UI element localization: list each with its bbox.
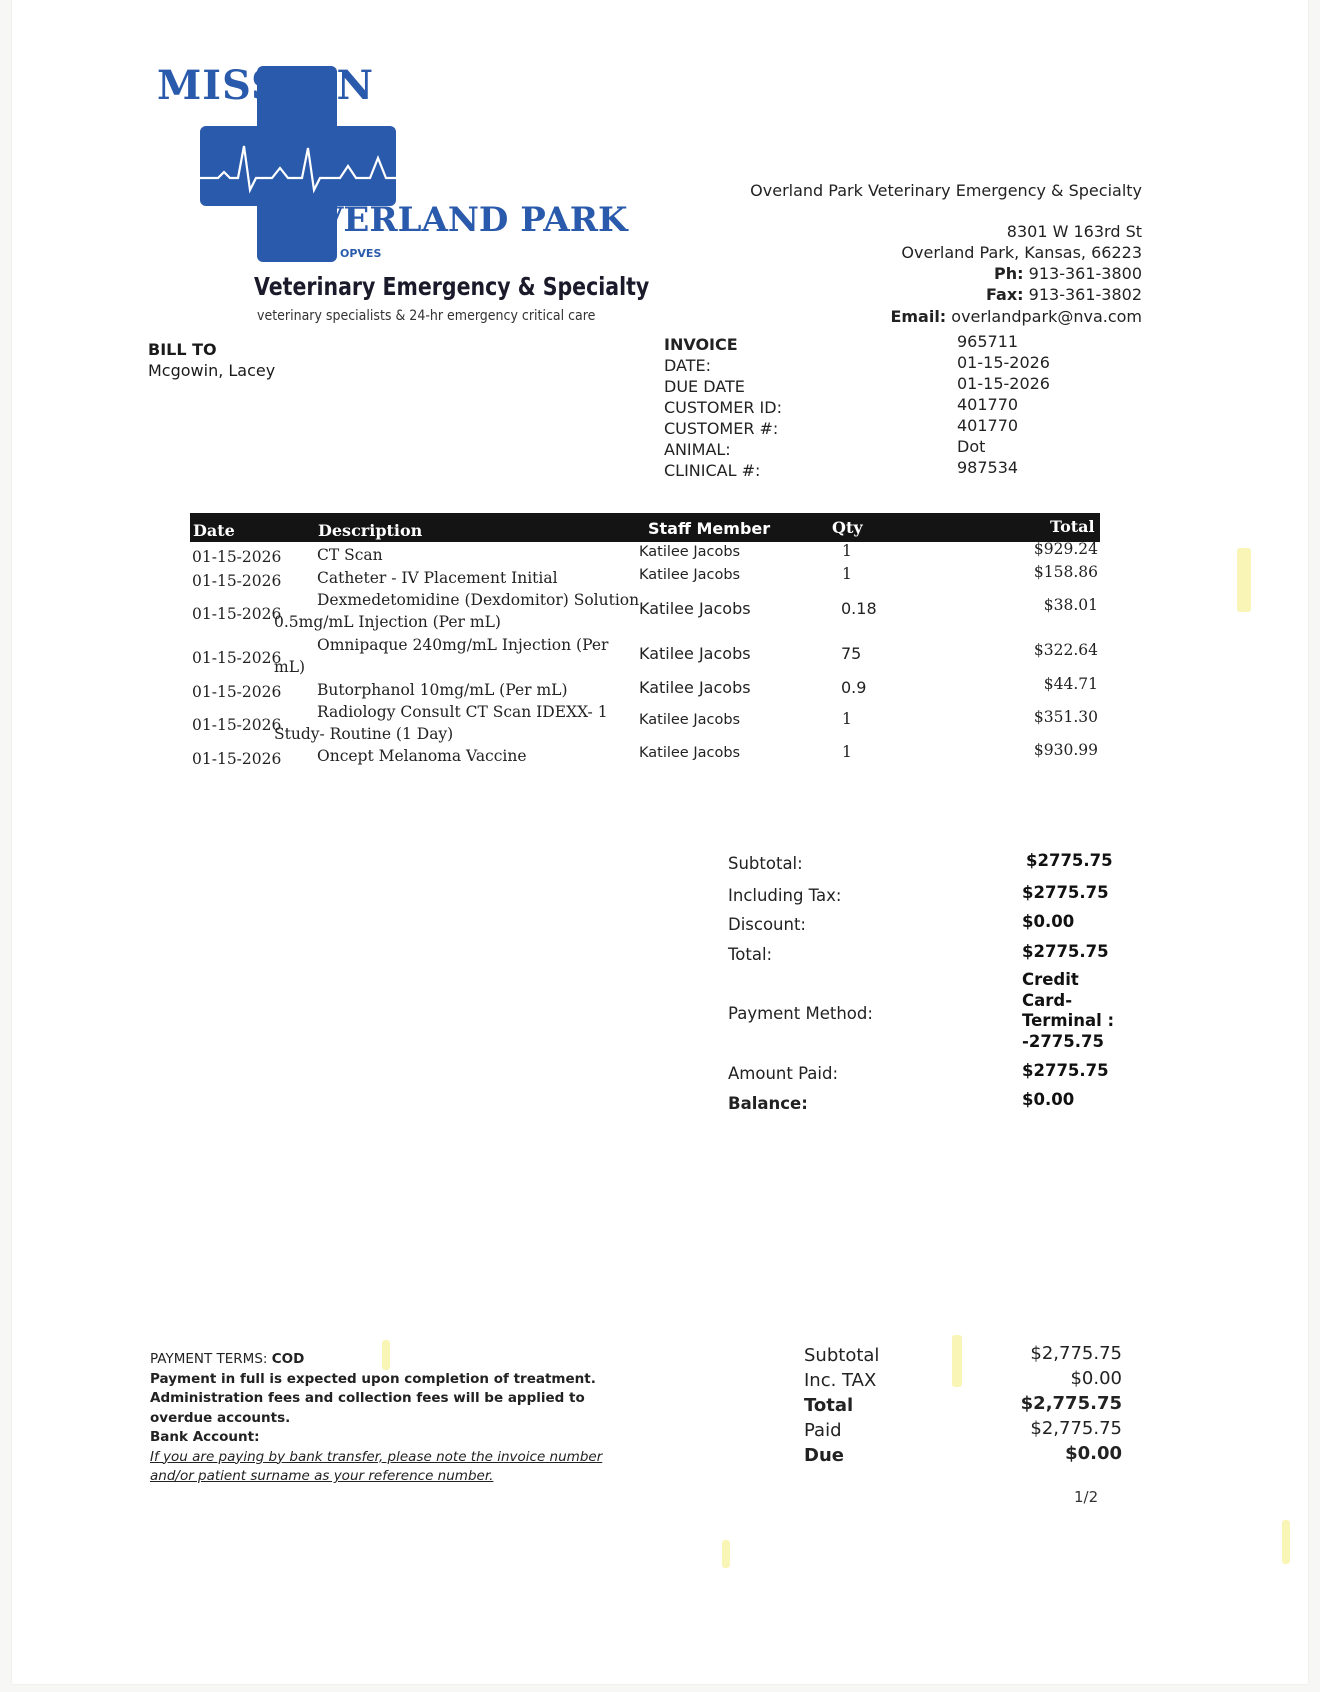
due-date: 01-15-2026 [957, 374, 1050, 393]
bank-transfer-note-2: and/or patient surname as your reference number. [150, 1468, 494, 1484]
total-label: Total: [728, 945, 773, 964]
balance-label: Balance: [728, 1094, 808, 1113]
bill-to-name: Mcgowin, Lacey [148, 361, 276, 380]
scan-speck [952, 1335, 962, 1387]
clinic-name: Overland Park Veterinary Emergency & Specialty [750, 181, 1142, 200]
row-description: Radiology Consult CT Scan IDEXX- 1 [317, 703, 608, 721]
payment-terms-value: COD [271, 1351, 305, 1367]
footer-subtotal-value: $2,775.75 [1030, 1343, 1122, 1364]
header-date: Date [193, 521, 235, 540]
invoice-date-label: DATE: [664, 356, 712, 375]
clinic-fax: Fax: 913-361-3802 [986, 285, 1142, 304]
logo-mves-text: MVES [224, 107, 256, 120]
invoice-page [12, 0, 1308, 1684]
row-qty: 1 [842, 743, 852, 761]
terms-line-3: overdue accounts. [150, 1409, 291, 1426]
row-total: $930.99 [1033, 741, 1098, 759]
invoice-number: 965711 [957, 332, 1019, 351]
row-date: 01-15-2026 [192, 683, 282, 701]
clinic-address-line1: 8301 W 163rd St [1006, 222, 1142, 241]
row-description: Oncept Melanoma Vaccine [317, 747, 527, 765]
footer-paid-label: Paid [804, 1420, 842, 1441]
customer-id-label: CUSTOMER ID: [664, 398, 782, 417]
footer-tax-value: $0.00 [1070, 1368, 1122, 1389]
row-date: 01-15-2026 [192, 572, 282, 590]
ecg-wave-icon [200, 138, 396, 198]
terms-line-2: Administration fees and collection fees will be applied to [150, 1390, 585, 1406]
row-staff: Katilee Jacobs [639, 567, 741, 583]
amount-paid-label: Amount Paid: [728, 1064, 839, 1083]
row-date: 01-15-2026 [192, 548, 282, 566]
including-tax-label: Including Tax: [728, 886, 842, 905]
including-tax-value: $2775.75 [1022, 883, 1109, 902]
row-description: Omnipaque 240mg/mL Injection (Per [317, 636, 609, 654]
row-qty: 1 [842, 542, 852, 560]
payment-terms [150, 1350, 610, 1487]
animal-label: ANIMAL: [664, 440, 731, 459]
row-total: $38.01 [1043, 596, 1098, 614]
row-total: $44.71 [1043, 675, 1098, 693]
subtotal-value: $2775.75 [1026, 851, 1113, 870]
row-qty: 1 [842, 565, 852, 583]
header-staff-member: Staff Member [648, 519, 771, 538]
row-date: 01-15-2026 [192, 716, 282, 734]
row-staff: Katilee Jacobs [639, 644, 751, 663]
row-staff: Katilee Jacobs [639, 544, 741, 560]
row-qty: 1 [842, 710, 852, 728]
row-date: 01-15-2026 [192, 750, 282, 768]
row-description: Dexmedetomidine (Dexdomitor) Solution [317, 591, 640, 609]
header-total: Total [1050, 517, 1095, 536]
scan-speck [382, 1340, 390, 1370]
row-total: $322.64 [1033, 641, 1098, 659]
logo-mission-text: MISSION [157, 62, 374, 109]
row-total: $929.24 [1033, 540, 1098, 558]
row-description: Butorphanol 10mg/mL (Per mL) [317, 681, 568, 699]
row-qty: 0.9 [841, 678, 867, 697]
discount-label: Discount: [728, 915, 806, 934]
due-date-label: DUE DATE [664, 377, 745, 396]
discount-value: $0.00 [1022, 912, 1075, 931]
footer-due-value: $0.00 [1065, 1443, 1122, 1464]
invoice-label: INVOICE [664, 335, 738, 354]
payment-method-value: Credit Card- Terminal : -2775.75 [1022, 970, 1115, 1051]
animal-name: Dot [957, 437, 986, 456]
row-description-cont: Study- Routine (1 Day) [274, 725, 454, 743]
header-qty: Qty [832, 518, 863, 537]
row-staff: Katilee Jacobs [639, 678, 751, 697]
row-qty: 0.18 [841, 599, 877, 618]
customer-number-label: CUSTOMER #: [664, 419, 779, 438]
payment-method-label: Payment Method: [728, 1004, 873, 1023]
clinic-phone: Ph: 913-361-3800 [994, 264, 1142, 283]
footer-due-label: Due [804, 1445, 844, 1466]
clinical-number-label: CLINICAL #: [664, 461, 761, 480]
row-description: CT Scan [317, 546, 383, 564]
terms-line-1: Payment in full is expected upon completion of treatment. [150, 1370, 596, 1387]
customer-number: 401770 [957, 416, 1019, 435]
row-staff: Katilee Jacobs [639, 745, 741, 761]
row-staff: Katilee Jacobs [639, 599, 751, 618]
row-total: $351.30 [1033, 708, 1098, 726]
payment-terms-label: PAYMENT TERMS: [150, 1351, 268, 1367]
row-date: 01-15-2026 [192, 605, 282, 623]
subtotal-label: Subtotal: [728, 854, 803, 873]
clinical-number: 987534 [957, 458, 1019, 477]
footer-paid-value: $2,775.75 [1030, 1418, 1122, 1439]
invoice-date: 01-15-2026 [957, 353, 1050, 372]
row-total: $158.86 [1033, 563, 1098, 581]
row-description-cont: 0.5mg/mL Injection (Per mL) [274, 613, 501, 631]
row-date: 01-15-2026 [192, 649, 282, 667]
row-qty: 75 [841, 644, 862, 663]
footer-total-value: $2,775.75 [1020, 1393, 1122, 1414]
clinic-address-line2: Overland Park, Kansas, 66223 [901, 243, 1142, 262]
page-number: 1/2 [1074, 1488, 1099, 1506]
footer-total-label: Total [804, 1395, 854, 1416]
bank-transfer-note-1: If you are paying by bank transfer, please note the invoice number [150, 1448, 603, 1465]
total-value: $2775.75 [1022, 942, 1109, 961]
line-items-header [190, 513, 1100, 542]
row-description: Catheter - IV Placement Initial [317, 569, 558, 587]
logo-subtitle: Veterinary Emergency & Specialty [254, 272, 650, 301]
scan-speck [1237, 548, 1251, 612]
logo-overland-park-text: OVERLAND PARK [288, 200, 628, 240]
amount-paid-value: $2775.75 [1022, 1061, 1109, 1080]
logo-tagline: veterinary specialists & 24-hr emergency critical care [257, 308, 596, 324]
scan-speck [722, 1540, 730, 1568]
bill-to-label: BILL TO [148, 340, 217, 359]
header-description: Description [318, 521, 423, 540]
customer-id: 401770 [957, 395, 1019, 414]
logo-opves-text: OPVES [340, 247, 382, 260]
scan-speck [1282, 1520, 1290, 1564]
row-description-cont: mL) [274, 658, 306, 676]
balance-value: $0.00 [1022, 1090, 1075, 1109]
footer-tax-label: Inc. TAX [804, 1370, 877, 1391]
clinic-email: Email: overlandpark@nva.com [890, 307, 1142, 326]
row-staff: Katilee Jacobs [639, 712, 741, 728]
bank-account-label: Bank Account: [150, 1429, 260, 1445]
footer-subtotal-label: Subtotal [804, 1345, 880, 1366]
